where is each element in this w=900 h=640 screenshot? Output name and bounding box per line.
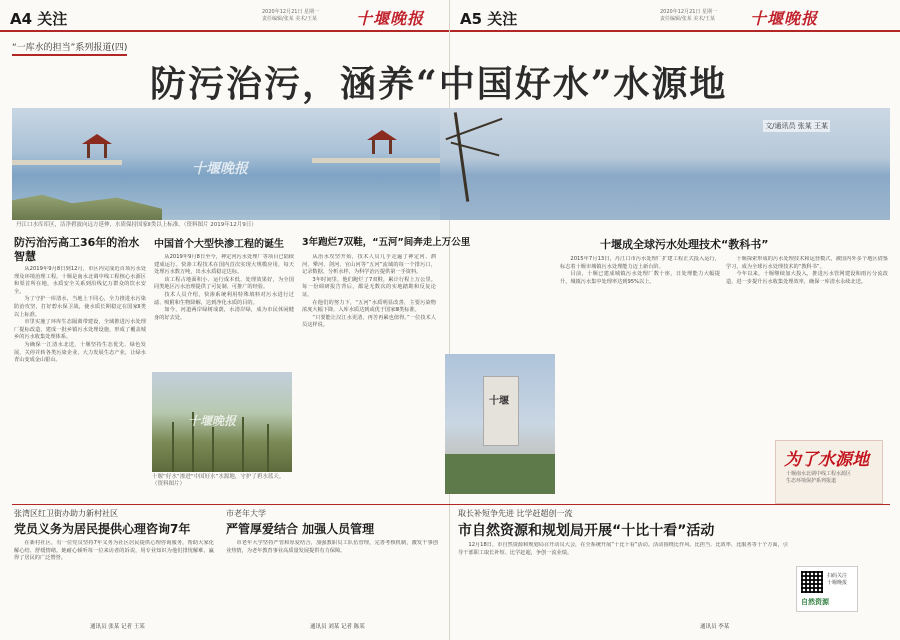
paragraph: 该工程占地面积小、运行成本低、处理效果好，为全国同类地区污水治理提供了可复制、可推广的经验。: [154, 276, 294, 291]
series-label: “一库水的担当”系列报道(四): [12, 40, 127, 56]
qr-code-box: [796, 566, 858, 612]
pavilion-icon: [367, 130, 397, 156]
paragraph: 如今，河道两岸绿树成荫，水清岸绿，成为市民休闲健身的好去处。: [154, 307, 294, 321]
paragraph: 从2019年9月8日至今，神定河污水处理厂等项目已陆续建成运行。快渗工程技术在国内首次实现大规模应用，每天处理污水数万吨，出水水质稳定达标。: [154, 254, 294, 276]
grass-photo: [152, 372, 292, 472]
paragraph: 从治水攻坚开始，技术人员几乎走遍了神定河、泗河、犟河、剑河、官山河等“五河”流域的每一个排污口，记录数据、分析水样，为科学治污提供第一手资料。: [302, 254, 436, 276]
left-column-body: [14, 266, 146, 426]
page-header: [0, 6, 449, 32]
promo-title: 为了水源地: [784, 450, 869, 470]
qr-text: 扫码关注 十堰晚报: [827, 573, 848, 586]
section-label: A5 关注: [460, 10, 518, 28]
paragraph: 今年以来，十堰继续加大投入，推进污水管网建设和雨污分流改造，进一步提升污水收集处理效率，确保一库清水永续北送。: [726, 271, 888, 285]
mid-column-body: [154, 254, 294, 366]
qr-brand: 自然资源: [801, 598, 829, 606]
mid-column-title: 中国首个大型快渗工程的诞生: [154, 239, 284, 250]
right-b-title: 十堰成全球污水处理技术“教科书”: [600, 238, 769, 251]
right-b-body-2: [726, 256, 888, 436]
paragraph: 技术人员介绍，快渗系统利用特殊填料对污水进行过滤、吸附和生物降解，达到净化水质的目的。: [154, 291, 294, 306]
paragraph: 在他们的努力下，“五河”水质明显改善，主要污染物浓度大幅下降，入库水质达到或优于国家Ⅲ类标准。: [302, 299, 436, 314]
paragraph: 市里实施了环库生态隔离带建设，全域推进污水处理厂提标改造，建成一批乡镇污水处理设施，形成了覆盖城乡的污水收集处理体系。: [14, 319, 146, 341]
paragraph: 12月18日，市自然资源和规划局召开动员大会，在全系统开展“十比十看”活动。活动围绕比作风、比担当、比效率、比服务等十个方面，引导干部职工取长补短、比学赶超，争创一流业绩。: [458, 542, 788, 556]
story-body: [226, 540, 438, 620]
page-header: [450, 6, 900, 32]
paragraph: 为了守护一库清水，当地上下同心，全力推进水污染防治攻坚，打好碧水保卫战，使水质长期稳定在国家Ⅱ类以上标准。: [14, 296, 146, 318]
header-meta: 2020年12月21日 星期一 责任编辑/张某 美术/王某: [262, 9, 320, 22]
section-divider: [12, 504, 890, 505]
reporter-credit: 文/通讯员 张某 王某: [765, 122, 828, 130]
paragraph: 目前，十堰已建成城镇污水处理厂数十座，日处理能力大幅提升，城镇污水集中处理率达到95%以上。: [560, 271, 720, 285]
story-headline: 市自然资源和规划局开展“十比十看”活动: [458, 523, 715, 539]
qr-code-icon: [801, 571, 823, 593]
story-headline: 党员义务为居民提供心理咨询7年: [14, 522, 191, 536]
main-headline: 防污治污，涵养“中国好水”水源地: [150, 63, 728, 105]
story-kicker: 张湾区红卫街办助力新村社区: [14, 509, 118, 518]
tower-photo: [445, 354, 555, 494]
right-a-body: [302, 254, 436, 434]
photo-watermark: 十堰晚报: [188, 414, 237, 428]
story-byline: 通讯员 李某: [700, 624, 730, 630]
paragraph: “只要能让汉江水更清，再苦再累也值得。”一位技术人员这样说。: [302, 314, 436, 329]
section-label: A4 关注: [10, 10, 68, 28]
story-body: [14, 540, 214, 620]
paragraph: 2015年7月13日，丹江口市污水处理厂扩建工程正式投入运行，标志着十堰市城镇污水处理能力迈上新台阶。: [560, 256, 720, 270]
header-meta: 2020年12月21日 星期一 责任编辑/张某 美术/王某: [660, 9, 718, 22]
right-b-body-1: [560, 256, 720, 436]
photo-watermark: 十堰晚报: [192, 161, 248, 177]
story-kicker: 市老年大学: [226, 509, 266, 518]
paragraph: 从2019年9月8日到12月，市区内完成近百项污水处理及环境治理工程。十堰是南水北调中线工程核心水源区和渠首所在地，水质安全关系到沿线亿万群众的饮水安全。: [14, 266, 146, 295]
campaign-promo: [775, 440, 883, 504]
lake-photo: [12, 108, 440, 220]
newspaper-logo: 十堰晚报: [750, 9, 819, 28]
paragraph: 为确保一江清水北送，十堰坚持生态优先、绿色发展，关停并转各类污染企业，大力发展生态产业，让绿水青山变成金山银山。: [14, 341, 146, 364]
grass-photo-caption: 十堰“好水”渗进“中国好水”水源地，守护了碧水蓝天。（资料图片）: [152, 474, 285, 487]
pavilion-icon: [82, 134, 112, 160]
paragraph: 十堰探索形成的污水处理技术和运营模式，被国内外多个地区借鉴学习，成为全球污水处理技术的“教科书”。: [726, 256, 888, 270]
story-body: [458, 542, 788, 622]
right-a-title: 3年跑烂7双鞋，“五河”间奔走上万公里: [302, 237, 471, 248]
story-kicker: 取长补短争先进 比学赶超创一流: [458, 509, 573, 518]
story-headline: 严管厚爱结合 加强人员管理: [226, 522, 375, 536]
newspaper-logo: 十堰晚报: [356, 9, 425, 28]
paragraph: 在新村社区，有一位党员坚持7年义务为社区居民提供心理咨询服务，帮助大家化解心结、舒缓情绪。她耐心倾听每一位来访者的诉说，用专业知识为他们排忧解难，赢得了居民的广泛赞誉。: [14, 540, 214, 562]
story-byline: 通讯员 张某 记者 王某: [90, 624, 145, 630]
left-column-title: 防污治污高工36年的治水智慧: [14, 236, 140, 263]
tree-photo: [440, 108, 890, 220]
paragraph: 市老年大学坚持严管和厚爱结合，加强教职员工队伍管理，完善考核机制，激发干事创业热情，为老年教育事业高质量发展提供有力保障。: [226, 540, 438, 554]
story-byline: 通讯员 刘某 记者 陈某: [310, 624, 365, 630]
lake-photo-caption: 丹江口水库库区，洁净碧波向远方延伸，水质保持国家Ⅱ类以上标准。（资料图片 2019年12月9日）: [16, 222, 257, 228]
paragraph: 3年时间里，他们跑烂了7双鞋，累计行程上万公里。每一份调研报告背后，都是无数次的实地踏勘和反复论证。: [302, 276, 436, 298]
tower-label: 十堰: [489, 396, 509, 407]
promo-subtitle: 十堰南水北调中线工程水源区 生态环境保护系列报道: [786, 471, 852, 484]
